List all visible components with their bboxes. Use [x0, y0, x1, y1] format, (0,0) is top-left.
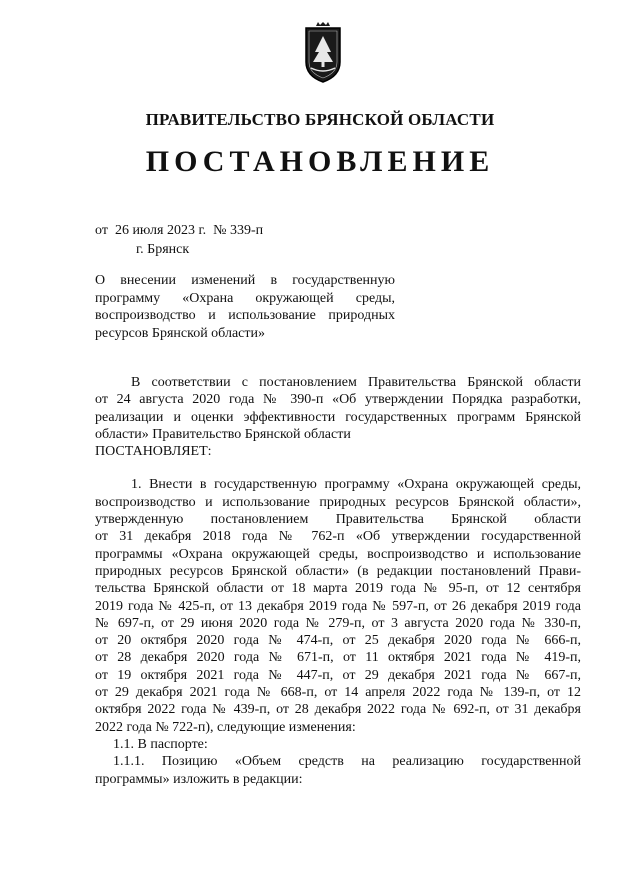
item-1-1-1-line: программы» изложить в редакции: — [95, 771, 303, 787]
item-1-line: от 31 декабря 2018 года № 762-п «Об утверждении государственной — [95, 529, 581, 545]
document-city: г. Брянск — [136, 242, 190, 257]
item-1-1: 1.1. В паспорте: — [113, 736, 208, 752]
item-1-line: от 29 декабря 2021 года № 668-п, от 14 апреля 2022 года № 139-п, от 12 — [95, 685, 581, 701]
date-prefix: от — [95, 223, 108, 238]
subject-line: О внесении изменений в государственную — [95, 273, 395, 288]
document-date: 26 июля 2023 г. — [114, 223, 207, 238]
item-1-line: воспроизводство и использование природных ресурсов Брянской области», — [95, 494, 581, 510]
preamble-line: В соответствии с постановлением Правительства Брянской области — [131, 375, 581, 390]
preamble-line: от 24 августа 2020 года № 390-п «Об утверждении Порядка разработки, — [95, 392, 581, 408]
item-1-paragraph — [95, 476, 581, 735]
preamble-line: реализации и оценки эффективности государственных программ Брянской — [95, 409, 581, 425]
document-subject — [95, 272, 395, 342]
item-1-line: программы «Охрана окружающей среды, воспроизводство и использование — [95, 546, 581, 562]
item-1-line: от 28 декабря 2020 года № 671-п, от 11 октября 2021 года № 419-п, — [95, 650, 581, 666]
document-number: № 339-п — [213, 223, 264, 238]
document-body — [95, 374, 581, 788]
subject-line: воспроизводство и использование природных — [95, 308, 395, 323]
bryansk-coat-of-arms-icon — [302, 22, 344, 84]
item-1-line: октября 2022 года № 439-п, от 28 декабря 2022 года № 692-п, от 31 декабря — [95, 702, 581, 718]
item-1-line: № 697-п, от 29 июня 2020 года № 279-п, от 3 августа 2020 года № 330-п, — [95, 615, 581, 631]
subject-line: ресурсов Брянской области» — [95, 325, 265, 341]
item-1-1-1-line: 1.1.1. Позицию «Объем средств на реализацию государственной — [113, 754, 581, 770]
government-name: ПРАВИТЕЛЬСТВО БРЯНСКОЙ ОБЛАСТИ — [145, 110, 495, 129]
item-1-line: тельства Брянской области от 18 марта 2019 года № 95-п, от 12 сентября — [95, 581, 581, 597]
document-type-title: ПОСТАНОВЛЕНИЕ — [145, 145, 495, 178]
item-1-1-1-paragraph — [95, 753, 581, 788]
item-1-line: 1. Внести в государственную программу «Охрана окружающей среды, — [131, 477, 581, 493]
item-1-line: 2019 года № 425-п, от 13 декабря 2019 года № 597-п, от 26 декабря 2019 года — [95, 598, 581, 614]
item-1-line: от 19 октября 2021 года № 447-п, от 29 декабря 2021 года № 667-п, — [95, 667, 581, 683]
item-1-line: природных ресурсов Брянской области» (в редакции постановлений Прави- — [95, 563, 581, 579]
item-1-line: 2022 года № 722-п), следующие изменения: — [95, 719, 356, 735]
subject-line: программу «Охрана окружающей среды, — [95, 290, 395, 306]
resolves-word: ПОСТАНОВЛЯЕТ: — [95, 444, 212, 460]
item-1-line: утвержденную постановлением Правительства Брянской области — [95, 512, 581, 528]
preamble-paragraph — [95, 374, 581, 443]
preamble-line: области» Правительство Брянской области — [95, 426, 351, 442]
document-date-number — [95, 222, 263, 240]
item-1-line: от 20 октября 2020 года № 474-п, от 25 декабря 2020 года № 666-п, — [95, 633, 581, 649]
